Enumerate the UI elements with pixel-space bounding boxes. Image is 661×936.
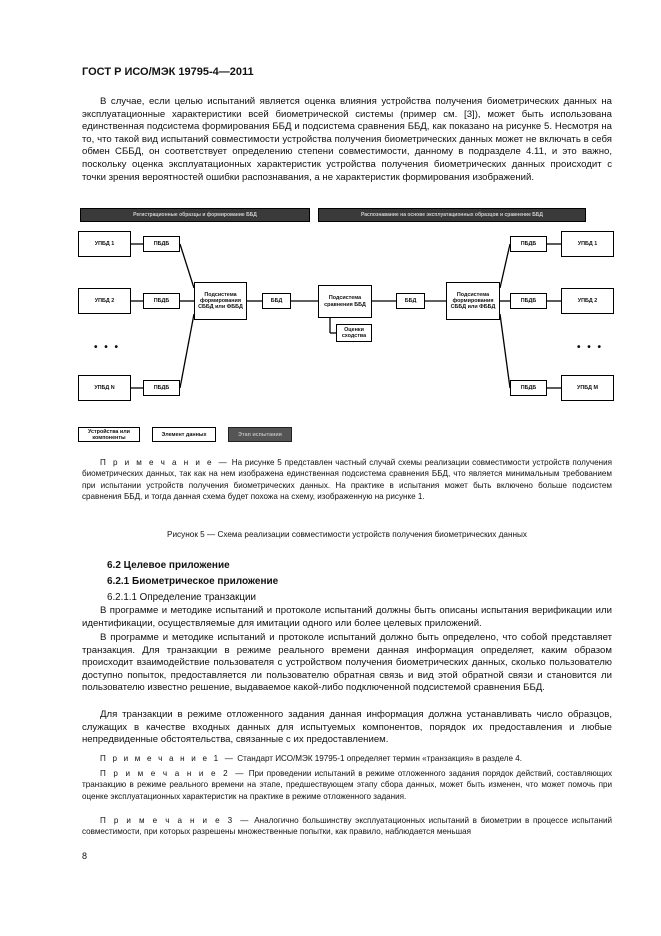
note-1-label: П р и м е ч а н и е 1 —: [100, 754, 236, 763]
right-device-1: УПБД 1: [561, 231, 614, 257]
left-ellipsis: • • •: [94, 342, 121, 353]
left-sample-2: ПБДБ: [143, 293, 180, 309]
figure-caption: Рисунок 5 — Схема реализации совместимости устройств получения биометрических данных: [167, 530, 527, 539]
left-bbd: ББД: [262, 293, 291, 309]
figure-note-text: На рисунке 5 представлен частный случай схемы реализации совместимости устройств получения биометрических данных, так как на нем изображена единственная подсистема сравнения ББД, что является минимальным требованием при испытании устройств получения биометрических данных. На практике в испытания может быть включено больше подсистем сравнения ББД, и тогда данная схема будет похожа на схему, изображенную на рисунке 1.: [82, 458, 613, 502]
note-2-label: П р и м е ч а н и е 2 —: [100, 769, 246, 778]
left-device-2: УПБД 2: [78, 288, 131, 314]
right-sample-1: ПБДБ: [510, 236, 547, 252]
left-device-1: УПБД 1: [78, 231, 131, 257]
document-header: ГОСТ Р ИСО/МЭК 19795-4—2011: [82, 66, 254, 78]
right-former-subsystem: Подсистема формирования СББД или ФББД: [446, 282, 500, 320]
note-3: [82, 815, 612, 838]
note-3-text: Аналогично большинству эксплуатационных испытаний в биометрии в процессе испытаний совместимости, при которых разрешены множественные попытки, как правило, наблюдается меньшая: [82, 816, 613, 837]
intro-paragraph: В случае, если целью испытаний является оценка влияния устройства получения биометрических данных на эксплуатационные характеристики всей биометрической системы (пример см. [3]), может быть использована единственная подсистема формирования ББД и подсистема сравнения ББД, как показано на рисунке 5. Несмотря на то, что такой вид испытаний совместимости устройства получения биометрических данных может не включать в себя обмен СББД, он соответствует определению степени совместимости, данному в подразделе 4.11, и это важно, поскольку оценка эксплуатационных характеристик устройства получения биометрических данных происходит с точки зрения вероятностей ошибки распознавания, а не характеристик формирования изображений.: [82, 96, 612, 183]
heading-6-2-1-1: 6.2.1.1 Определение транзакции: [107, 592, 256, 603]
left-sample-1: ПБДБ: [143, 236, 180, 252]
legend-device: Устройства или компоненты: [78, 427, 140, 442]
paragraph-3: Для транзакции в режиме отложенного задания данная информация должна устанавливать число образцов, служащих в качестве входных данных для испытуемых компонентов, порядок их предоставления и любые непредвиденные обстоятельства, связанные с их предоставлением.: [82, 709, 612, 746]
note-2-text: При проведении испытаний в режиме отложенного задания порядок действий, составляющих транзакцию в режиме реального времени на этапе, предшествующем этапу сбора данных, может быть изменен, что может помочь при оценке эксплуатационных характеристик на практике в режиме отложенного задания.: [82, 769, 612, 801]
right-device-m: УПБД M: [561, 375, 614, 401]
figure-note-label: П р и м е ч а н и е —: [100, 458, 229, 467]
right-sample-m: ПБДБ: [510, 380, 547, 396]
left-sample-n: ПБДБ: [143, 380, 180, 396]
note-1-text: Стандарт ИСО/МЭК 19795-1 определяет термин «транзакция» в разделе 4.: [237, 754, 523, 763]
note-3-label: П р и м е ч а н и е 3 —: [100, 816, 251, 825]
heading-6-2: 6.2 Целевое приложение: [107, 560, 230, 571]
right-sample-2: ПБДБ: [510, 293, 547, 309]
left-device-n: УПБД N: [78, 375, 131, 401]
paragraph-1: В программе и методике испытаний и протоколе испытаний должны быть описаны испытания верификации или идентификации, осуществляемые для имитации одного или более целевых приложений.: [82, 605, 612, 629]
right-bbd: ББД: [396, 293, 425, 309]
heading-6-2-1: 6.2.1 Биометрическое приложение: [107, 576, 279, 587]
right-device-2: УПБД 2: [561, 288, 614, 314]
paragraph-2: В программе и методике испытаний и протоколе испытаний должно быть определено, что собой представляет транзакция. Для транзакции в режиме реального времени данная информация определяет, каким образом происходит взаимодействие пользователя с устройством получения биометрических данных, сколько пользователю доступно попыток, предоставляется ли пользователю обратная связь и вид этой обратной связи и становится ли пользователю известно решение, выдаваемое какой-либо подключенной подсистемой сравнения ББД.: [82, 632, 612, 694]
legend-process: Этап испытания: [228, 427, 292, 442]
right-ellipsis: • • •: [577, 342, 604, 353]
comparison-subsystem: Подсистема сравнения ББД: [318, 285, 372, 318]
page-number: 8: [82, 851, 88, 861]
note-1: [82, 753, 612, 764]
similarity-scores: Оценки сходства: [336, 324, 372, 342]
figure-note: [82, 457, 612, 503]
left-former-subsystem: Подсистема формирования СББД или ФББД: [194, 282, 247, 320]
note-2: [82, 768, 612, 802]
legend-data: Элемент данных: [152, 427, 216, 442]
band-recognition: Распознавание на основе эксплуатационных образцов и сравнение ББД: [318, 208, 586, 222]
band-enrolment: Регистрационные образцы и формирование ББД: [80, 208, 310, 222]
